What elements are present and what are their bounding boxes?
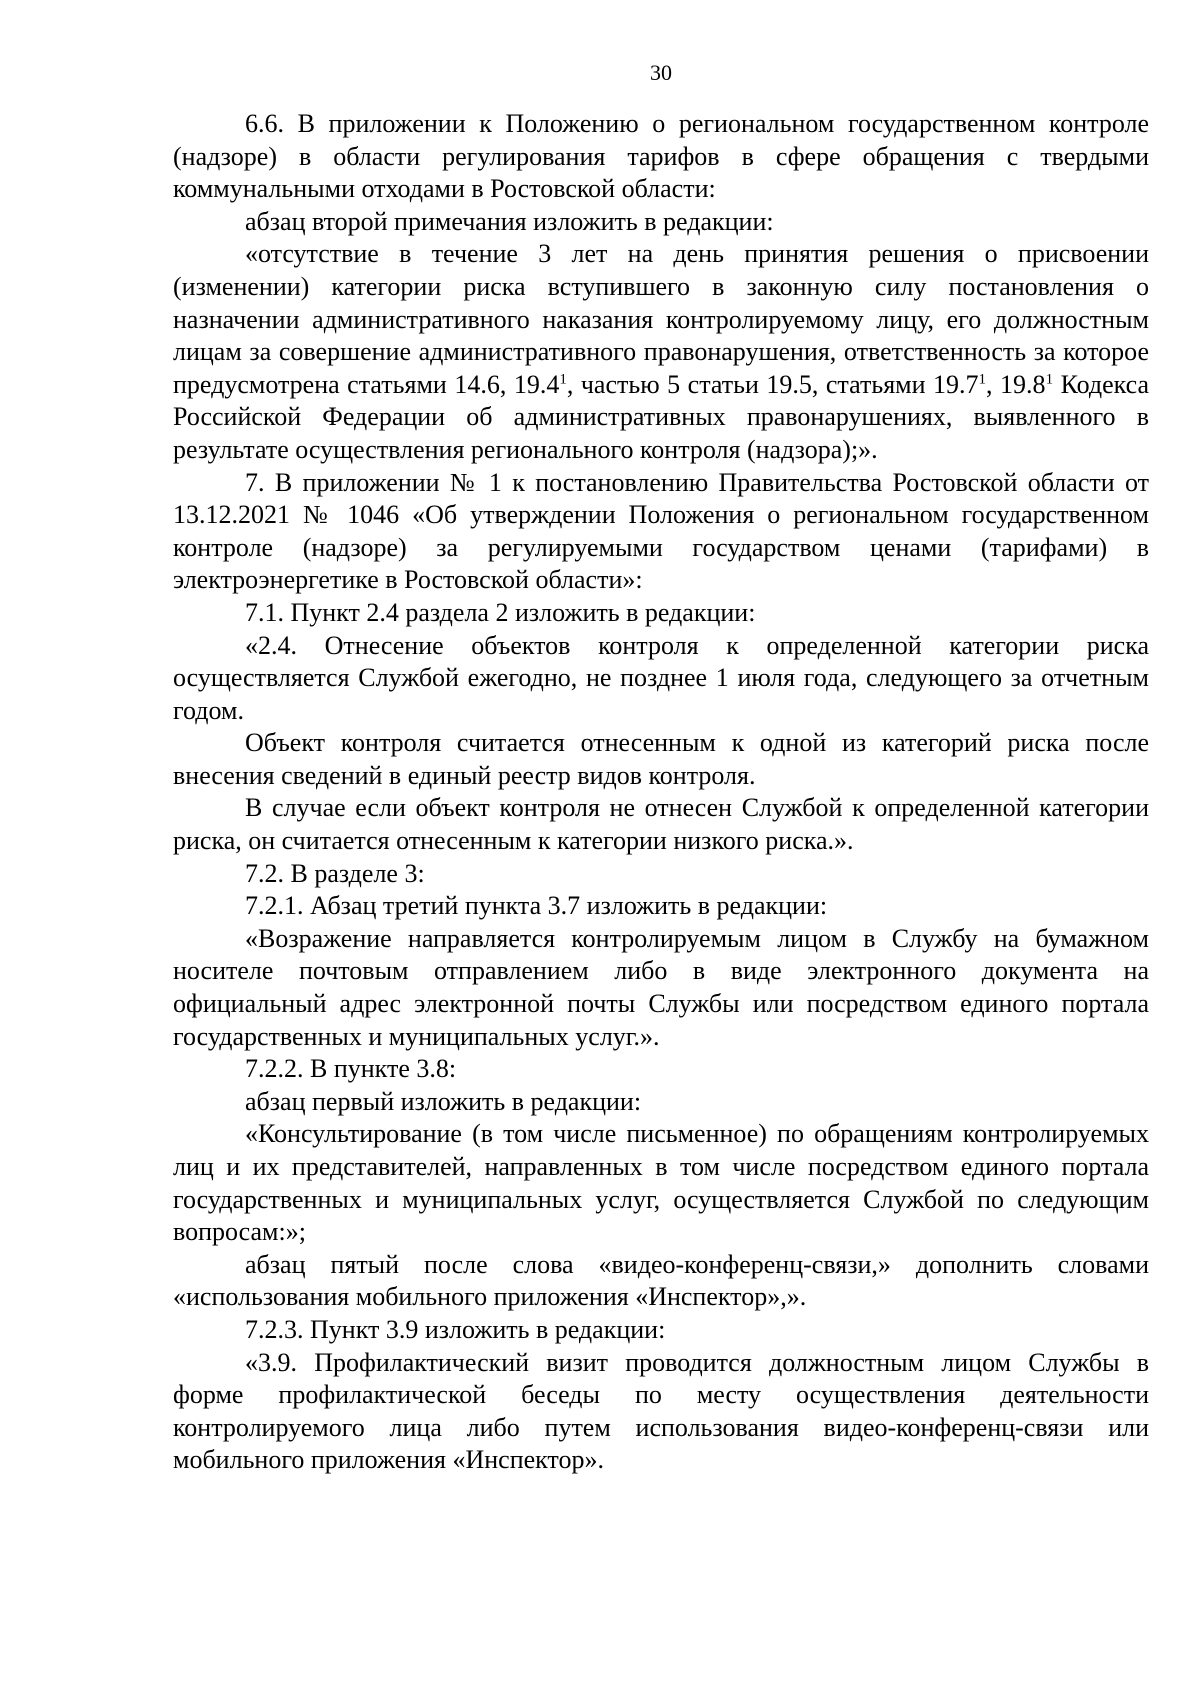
paragraph-7-1: 7.1. Пункт 2.4 раздела 2 изложить в редакции: (245, 597, 756, 627)
paragraph-quote-consulting: «Консультирование (в том числе письменное) по обращениям контролируемых лиц и их представителей, направленных в том числе посредством единого портала государственных и муниципальных услуг, осуществляется Службой по следующим вопросам:»; (173, 1119, 1149, 1247)
page-number: 30 (650, 60, 672, 85)
paragraph-7-2: 7.2. В разделе 3: (245, 858, 425, 888)
paragraph-7-2-1: 7.2.1. Абзац третий пункта 3.7 изложить в редакции: (245, 891, 828, 921)
superscript: 1 (978, 371, 987, 388)
paragraph-6-6: 6.6. В приложении к Положению о региональном государственном контроле (надзоре) в области регулирования тарифов в сфере обращения с твердыми коммунальными отходами в Ростовской области: (173, 109, 1149, 204)
text-run: Кодекса Российской Федерации об административных правонарушениях, выявленного в результате осуществления регионального контроля (надзора);». (173, 369, 1150, 464)
paragraph-low-risk: В случае если объект контроля не отнесен Службой к определенной категории риска, он считается отнесенным к категории низкого риска.». (173, 793, 1149, 856)
superscript: 1 (1045, 371, 1054, 388)
superscript: 1 (559, 371, 567, 388)
paragraph-object-control: Объект контроля считается отнесенным к одной из категорий риска после внесения сведений в единый реестр видов контроля. (173, 728, 1149, 790)
paragraph-7-2-2: 7.2.2. В пункте 3.8: (245, 1054, 457, 1084)
paragraph-first-abzac: абзац первый изложить в редакции: (245, 1086, 642, 1116)
paragraph-7-2-3: 7.2.3. Пункт 3.9 изложить в редакции: (245, 1314, 666, 1344)
paragraph-quote-absence (173, 238, 1149, 466)
paragraph-quote-objection: «Возражение направляется контролируемым лицом в Службу на бумажном носителе почтовым отправлением либо в виде электронного документа на официальный адрес электронной почты Службы или посредством единого портала государственных и муниципальных услуг.». (173, 923, 1149, 1051)
text-run: «отсутствие в течение 3 лет на день принятия решения о присвоении (изменении) категории риска вступившего в законную силу постановления о назначении административного наказания контролируемому лицу, его должностным лицам за совершение административного правонарушения, ответственность за которое предусмотрена статьями 14.6, 19.4 (173, 239, 1149, 399)
paragraph-fifth-abzac: абзац пятый после слова «видео-конференц-связи,» дополнить словами «использования мобильного приложения «Инспектор»,». (173, 1249, 1149, 1312)
document-page (173, 60, 1149, 1477)
paragraph-7: 7. В приложении № 1 к постановлению Правительства Ростовской области от 13.12.2021 № 1046 «Об утверждении Положения о региональном государственном контроле (надзоре) за регулируемыми государством ценами (тарифами) в электроэнергетике в Ростовской области»: (173, 467, 1149, 595)
paragraph-quote-2-4: «2.4. Отнесение объектов контроля к определенной категории риска осуществляется Службой ежегодно, не позднее 1 июля года, следующего за отчетным годом. (173, 630, 1149, 725)
paragraph-quote-3-9: «3.9. Профилактический визит проводится должностным лицом Службы в форме профилактической беседы по месту осуществления деятельности контролируемого лица либо путем использования видео-конференц-связи или мобильного приложения «Инспектор». (173, 1347, 1149, 1475)
text-run: , 19.8 (986, 369, 1046, 399)
paragraph-note-second: абзац второй примечания изложить в редакции: (245, 206, 774, 236)
text-run: , частью 5 статьи 19.5, статьями 19.7 (566, 369, 979, 399)
